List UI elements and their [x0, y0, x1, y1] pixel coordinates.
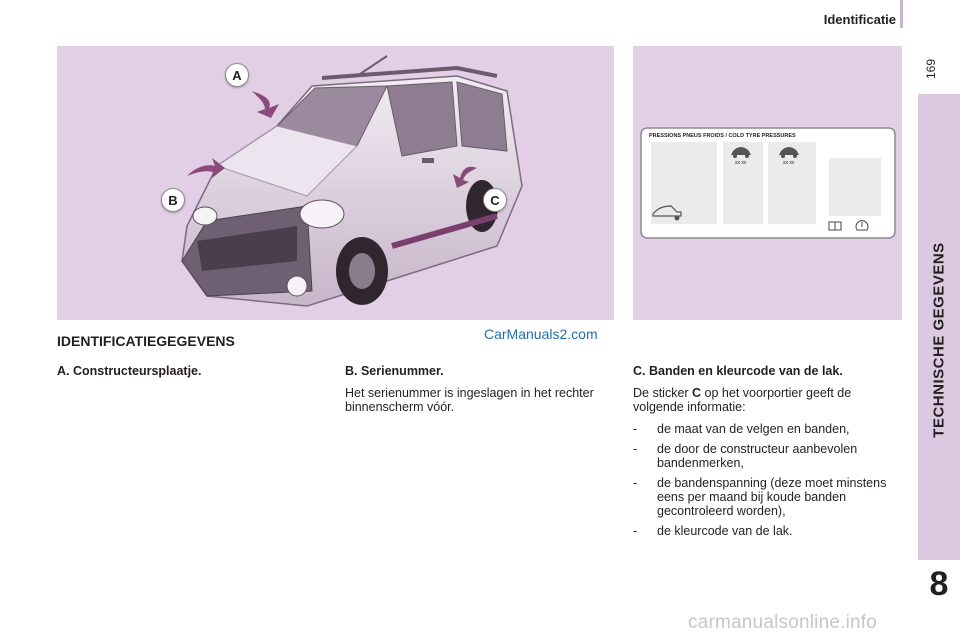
tyre-sticker [633, 46, 902, 320]
vehicle-illustration [57, 46, 614, 320]
intro-text: De sticker [633, 386, 693, 400]
heading-a: A. Constructeursplaatje. [57, 364, 202, 378]
list-item: - de kleurcode van de lak. [633, 524, 905, 538]
page-number: 169 [924, 58, 938, 80]
section-title: IDENTIFICATIEGEGEVENS [57, 333, 235, 349]
front-hub [349, 253, 375, 289]
heading-c: C. Banden en kleurcode van de lak. [633, 364, 843, 378]
column-b [345, 364, 610, 422]
column-c [633, 364, 905, 544]
sticker-value: xx xx [783, 160, 795, 166]
info-list [633, 422, 905, 538]
page-header-title: Identificatie [823, 12, 896, 27]
paragraph-c [633, 386, 905, 414]
list-item: - de maat van de velgen en banden, [633, 422, 905, 436]
chapter-number: 8 [929, 565, 949, 603]
tyre-sticker-illustration [633, 46, 902, 320]
headlight [300, 200, 344, 228]
fog-light [287, 276, 307, 296]
sticker-field [829, 158, 881, 216]
roof-rail [322, 68, 497, 78]
sticker-value: xx xx [735, 160, 747, 166]
header-divider [900, 0, 903, 28]
column-a [57, 364, 317, 386]
arrow-a-icon [252, 91, 279, 118]
sticker-field [651, 142, 717, 224]
intro-bold: C [692, 386, 702, 400]
vehicle-drawing [57, 46, 614, 320]
sticker-title: PRESSIONS PNEUS FROIDS / COLD TYRE PRESSURES [649, 133, 796, 139]
heading-b: B. Serienummer. [345, 364, 444, 378]
list-item: - de door de constructeur aanbevolen bandenmerken, [633, 442, 905, 470]
callout-a: A [225, 63, 249, 87]
watermark-footer: carmanualsonline.info [688, 612, 878, 633]
headlight [193, 207, 217, 225]
list-item: - de bandenspanning (deze moet minstens eens per maand bij koude banden gecontroleerd worden), [633, 476, 905, 518]
paragraph-b: Het serienummer is ingeslagen in het rechter binnenscherm vóór. [345, 386, 594, 414]
intro-text: op het voorportier geeft de volgende informatie: [633, 386, 852, 414]
side-tab-label: TECHNISCHE GEGEVENS [930, 242, 948, 438]
callout-b: B [161, 188, 185, 212]
callout-c: C [483, 188, 507, 212]
watermark-link[interactable]: CarManuals2.com [484, 326, 598, 342]
door-handle [422, 158, 434, 163]
